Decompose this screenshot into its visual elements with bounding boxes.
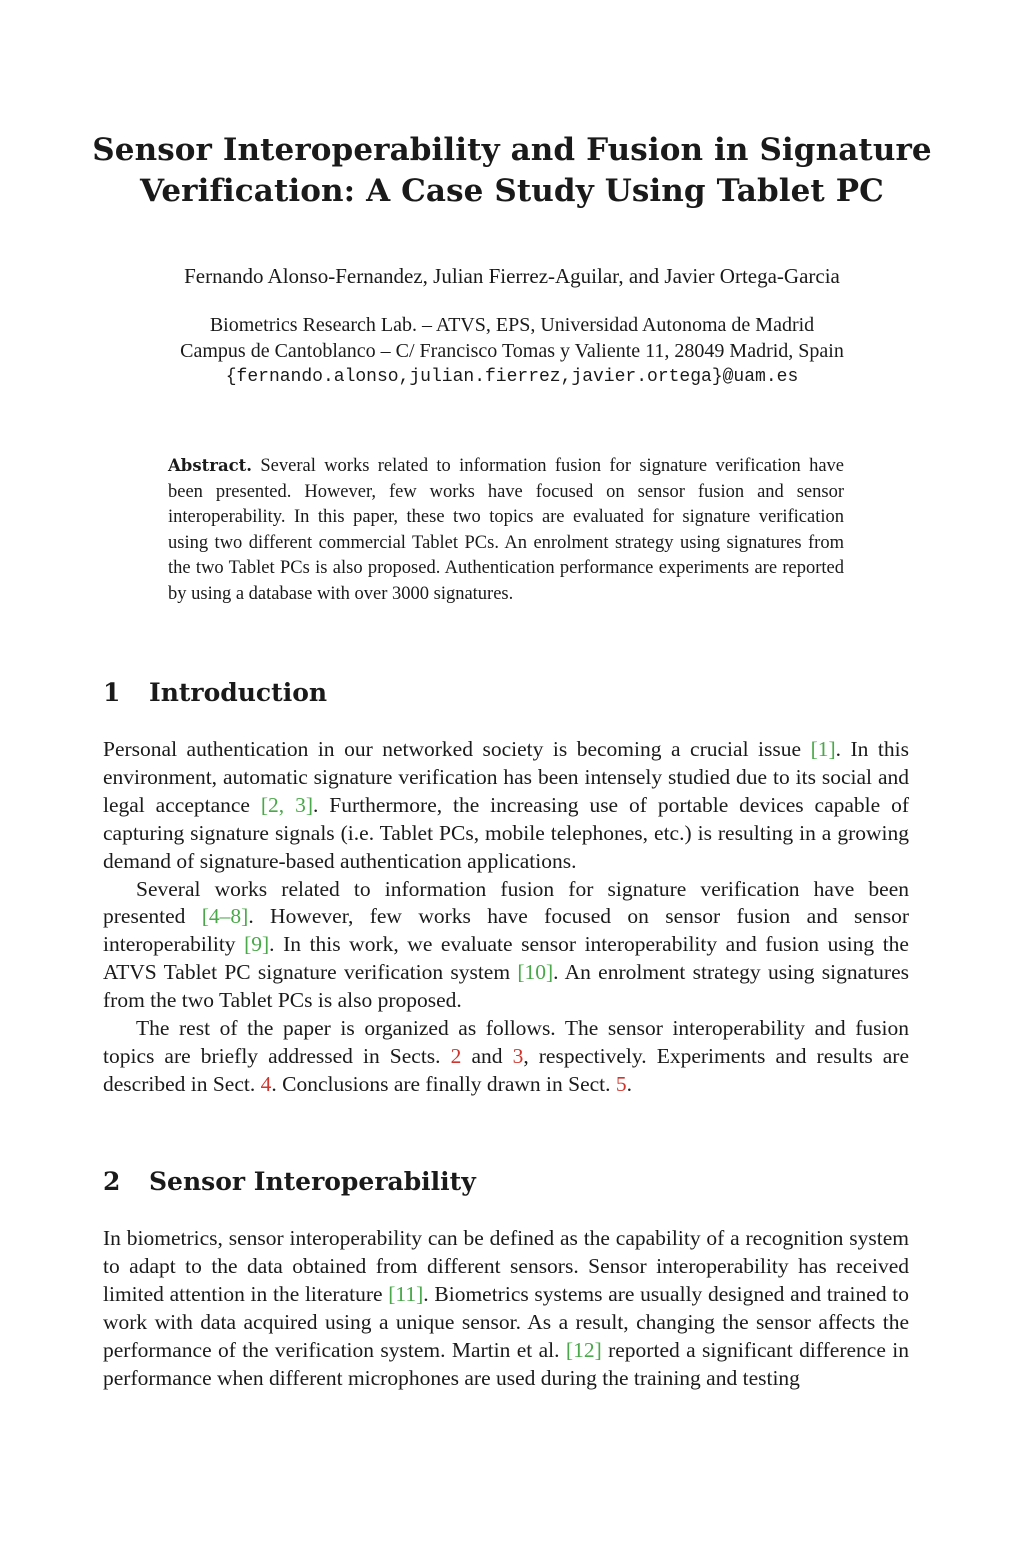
text-run: , respectively. Experiments and results are described in Sect. [103, 1043, 910, 1096]
text-run: . Biometrics systems are usually designed and trained to work with data acquired using a unique sensor. As a result, changing the sensor affects the performance of the verification system. Martin et al. [103, 1281, 909, 1362]
citation-link[interactable]: [4–8] [201, 904, 249, 929]
paragraph [103, 1225, 909, 1392]
text-run: reported a significant difference in performance when different microphones are used during the training and testing [103, 1337, 909, 1390]
section-reference-link[interactable]: 5 [615, 1071, 627, 1096]
text-run: . An enrolment strategy using signatures from the two Tablet PCs is also proposed. [103, 960, 909, 1013]
section-number: 1 [103, 678, 121, 707]
section-heading-introduction [103, 677, 327, 709]
text-run: The rest of the paper is organized as follows. The sensor interoperability and fusion topics are briefly addressed in Sects. [103, 1016, 909, 1068]
abstract-text: Several works related to information fusion for signature verification have been presented. However, few works have focused on sensor fusion and sensor interoperability. In this paper, these two topics are evaluated for signature verification using two different commercial Tablet PCs. An enrolment strategy using signatures from the two Tablet PCs is also proposed. Authentication performance experiments are reported by using a database with over 3000 signatures. [168, 456, 844, 604]
introduction-body [103, 736, 909, 1099]
citation-link[interactable]: [12] [565, 1337, 602, 1362]
paper-title [60, 130, 964, 212]
section-reference-link[interactable]: 3 [512, 1043, 524, 1068]
text-run: . Conclusions are finally drawn in Sect. [271, 1071, 616, 1096]
section-number: 2 [103, 1167, 121, 1196]
citation-link[interactable]: [10] [517, 960, 554, 985]
affiliation-line-1: Biometrics Research Lab. – ATVS, EPS, Universidad Autonoma de Madrid [209, 314, 815, 336]
citation-link[interactable]: [11] [388, 1281, 424, 1306]
section-reference-link[interactable]: 2 [450, 1043, 462, 1068]
text-run: In biometrics, sensor interoperability can be defined as the capability of a recognition system to adapt to the data obtained from different sensors. Sensor interoperability has received limited attention in the literature [103, 1226, 909, 1306]
author-list: Fernando Alonso-Fernandez, Julian Fierrez-Aguilar, and Javier Ortega-Garcia [184, 264, 840, 288]
citation-link[interactable]: [9] [244, 932, 270, 957]
citation-link[interactable]: [2, 3] [260, 792, 313, 817]
text-run: Personal authentication in our networked society is becoming a crucial issue [103, 737, 811, 761]
text-run: and [461, 1043, 513, 1068]
text-run: . [626, 1071, 633, 1096]
title-line-2: Verification: A Case Study Using Tablet PC [140, 173, 884, 209]
sensor-interoperability-body [103, 1225, 909, 1392]
text-run: . In this work, we evaluate sensor interoperability and fusion using the ATVS Tablet PC signature verification system [103, 932, 909, 985]
section-heading-sensor-interoperability [103, 1166, 476, 1198]
author-emails: {fernando.alonso,julian.fierrez,javier.ortega}@uam.es [225, 367, 799, 387]
section-reference-link[interactable]: 4 [260, 1071, 272, 1096]
text-run: Several works related to information fusion for signature verification have been presented [103, 876, 909, 929]
section-title: Introduction [149, 678, 328, 707]
text-run: . In this environment, automatic signature verification has been intensely studied due to its social and legal acceptance [103, 737, 909, 817]
text-run: . Furthermore, the increasing use of portable devices capable of capturing signature signals (i.e. Tablet PCs, mobile telephones, etc.) is resulting in a growing demand of signature-based authentication applications. [103, 792, 909, 873]
paragraph [103, 736, 909, 876]
affiliation-block [60, 312, 964, 390]
abstract-label: Abstract. [168, 456, 253, 475]
affiliation-line-2: Campus de Cantoblanco – C/ Francisco Tomas y Valiente 11, 28049 Madrid, Spain [180, 340, 844, 362]
paragraph [103, 1015, 909, 1099]
text-run: . However, few works have focused on sensor fusion and sensor interoperability [103, 904, 909, 957]
section-title: Sensor Interoperability [149, 1167, 476, 1196]
paragraph [103, 876, 909, 1016]
abstract [168, 453, 844, 608]
citation-link[interactable]: [1] [810, 737, 836, 761]
title-line-1: Sensor Interoperability and Fusion in Signature [92, 132, 932, 168]
